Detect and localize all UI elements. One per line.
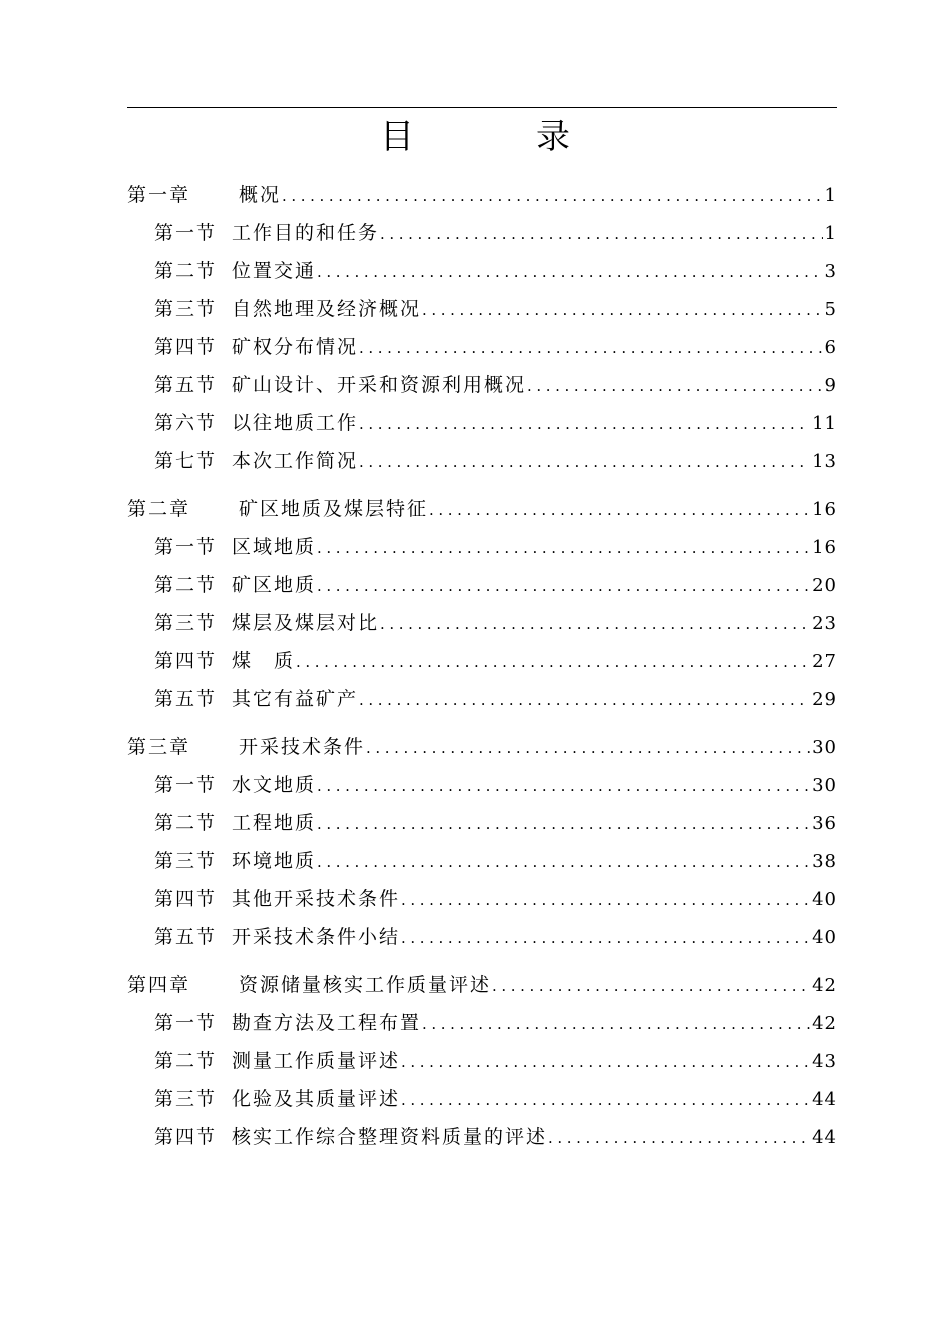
chapter-title: 矿区地质及煤层特征 [239, 498, 429, 520]
page-number: 30 [812, 775, 837, 796]
page-number: 5 [824, 299, 837, 320]
section-number: 第二节 [154, 260, 218, 282]
section-number: 第三节 [154, 1088, 218, 1110]
chapter-title: 资源储量核实工作质量评述 [239, 974, 492, 996]
dot-leader [422, 1005, 810, 1043]
toc-section-entry[interactable] [127, 766, 837, 804]
section-title: 矿山设计、开采和资源利用概况 [232, 374, 527, 396]
page-number: 44 [812, 1127, 837, 1148]
toc-section-entry[interactable] [127, 604, 837, 642]
toc-section-entry[interactable] [127, 918, 837, 956]
section-title: 自然地理及经济概况 [232, 298, 422, 320]
page-number: 9 [824, 375, 837, 396]
section-title: 勘查方法及工程布置 [232, 1012, 422, 1034]
section-number: 第四节 [154, 888, 218, 910]
toc-heading: 目 录 [380, 117, 614, 157]
toc-section-entry[interactable] [127, 1042, 837, 1080]
page-number: 6 [824, 337, 837, 358]
toc-chapter-entry[interactable] [127, 490, 837, 528]
page-number: 16 [812, 499, 837, 520]
section-title: 矿权分布情况 [232, 336, 359, 358]
page-number: 40 [812, 927, 837, 948]
table-of-contents [127, 176, 837, 1156]
chapter-title: 开采技术条件 [239, 736, 366, 758]
section-title: 化验及其质量评述 [232, 1088, 401, 1110]
toc-section-entry[interactable] [127, 1004, 837, 1042]
section-number: 第七节 [154, 450, 218, 472]
chapter-number: 第四章 [127, 974, 191, 996]
page-number: 38 [812, 851, 837, 872]
toc-section-entry[interactable] [127, 366, 837, 404]
chapter-number: 第一章 [127, 184, 191, 206]
page-number: 30 [812, 737, 837, 758]
section-title: 煤层及煤层对比 [232, 612, 380, 634]
section-title: 工程地质 [232, 812, 317, 834]
dot-leader [359, 405, 810, 443]
page-number: 36 [812, 813, 837, 834]
toc-section-entry[interactable] [127, 880, 837, 918]
toc-section-entry[interactable] [127, 328, 837, 366]
toc-section-entry[interactable] [127, 214, 837, 252]
toc-section-entry[interactable] [127, 404, 837, 442]
dot-leader [401, 919, 810, 957]
section-number: 第三节 [154, 612, 218, 634]
page-number: 20 [812, 575, 837, 596]
dot-leader [317, 767, 810, 805]
section-number: 第三节 [154, 298, 218, 320]
dot-leader [359, 681, 810, 719]
section-title: 水文地质 [232, 774, 317, 796]
section-number: 第四节 [154, 650, 218, 672]
section-title: 核实工作综合整理资料质量的评述 [232, 1126, 548, 1148]
dot-leader [317, 567, 810, 605]
toc-section-entry[interactable] [127, 252, 837, 290]
section-number: 第五节 [154, 374, 218, 396]
section-title: 以往地质工作 [232, 412, 359, 434]
section-number: 第五节 [154, 688, 218, 710]
section-number: 第二节 [154, 574, 218, 596]
toc-section-entry[interactable] [127, 842, 837, 880]
section-title: 本次工作简况 [232, 450, 359, 472]
section-number: 第一节 [154, 222, 218, 244]
dot-leader [359, 329, 823, 367]
section-title: 位置交通 [232, 260, 317, 282]
section-title: 工作目的和任务 [232, 222, 380, 244]
toc-chapter-entry[interactable] [127, 966, 837, 1004]
page-number: 23 [812, 613, 837, 634]
section-title: 开采技术条件小结 [232, 926, 401, 948]
dot-leader [359, 443, 810, 481]
section-title: 其他开采技术条件 [232, 888, 401, 910]
toc-section-entry[interactable] [127, 1118, 837, 1156]
page-number: 11 [812, 413, 837, 434]
page-number: 42 [812, 975, 837, 996]
chapter-title: 概况 [239, 184, 282, 206]
dot-leader [317, 253, 823, 291]
dot-leader [422, 291, 823, 329]
section-number: 第四节 [154, 1126, 218, 1148]
toc-section-entry[interactable] [127, 528, 837, 566]
toc-chapter-entry[interactable] [127, 176, 837, 214]
section-number: 第一节 [154, 774, 218, 796]
page-number: 40 [812, 889, 837, 910]
section-number: 第二节 [154, 812, 218, 834]
dot-leader [401, 1081, 810, 1119]
page-number: 16 [812, 537, 837, 558]
toc-section-entry[interactable] [127, 566, 837, 604]
toc-section-entry[interactable] [127, 442, 837, 480]
section-title: 环境地质 [232, 850, 317, 872]
dot-leader [317, 529, 810, 567]
section-number: 第五节 [154, 926, 218, 948]
toc-section-entry[interactable] [127, 1080, 837, 1118]
section-title: 其它有益矿产 [232, 688, 359, 710]
dot-leader [401, 1043, 810, 1081]
dot-leader [401, 881, 810, 919]
toc-section-entry[interactable] [127, 680, 837, 718]
section-number: 第一节 [154, 536, 218, 558]
page-number: 29 [812, 689, 837, 710]
dot-leader [527, 367, 823, 405]
page-number: 42 [812, 1013, 837, 1034]
section-title: 测量工作质量评述 [232, 1050, 401, 1072]
section-title: 矿区地质 [232, 574, 317, 596]
header-rule [127, 107, 837, 108]
section-number: 第四节 [154, 336, 218, 358]
dot-leader [366, 729, 810, 767]
page-number: 3 [824, 261, 837, 282]
section-number: 第二节 [154, 1050, 218, 1072]
toc-section-entry[interactable] [127, 804, 837, 842]
toc-chapter-entry[interactable] [127, 728, 837, 766]
dot-leader [548, 1119, 810, 1157]
page-number: 1 [824, 223, 837, 244]
page-number: 44 [812, 1089, 837, 1110]
dot-leader [282, 177, 823, 215]
section-number: 第一节 [154, 1012, 218, 1034]
section-number: 第三节 [154, 850, 218, 872]
toc-section-entry[interactable] [127, 290, 837, 328]
page-number: 1 [824, 185, 837, 206]
dot-leader [380, 215, 823, 253]
section-number: 第六节 [154, 412, 218, 434]
chapter-number: 第三章 [127, 736, 191, 758]
toc-section-entry[interactable] [127, 642, 837, 680]
section-title: 区域地质 [232, 536, 317, 558]
dot-leader [296, 643, 810, 681]
page-number: 27 [812, 651, 837, 672]
page-number: 43 [812, 1051, 837, 1072]
dot-leader [317, 805, 810, 843]
page-number: 13 [812, 451, 837, 472]
chapter-number: 第二章 [127, 498, 191, 520]
section-title: 煤 质 [232, 650, 296, 672]
dot-leader [380, 605, 810, 643]
dot-leader [492, 967, 810, 1005]
dot-leader [317, 843, 810, 881]
dot-leader [429, 491, 810, 529]
